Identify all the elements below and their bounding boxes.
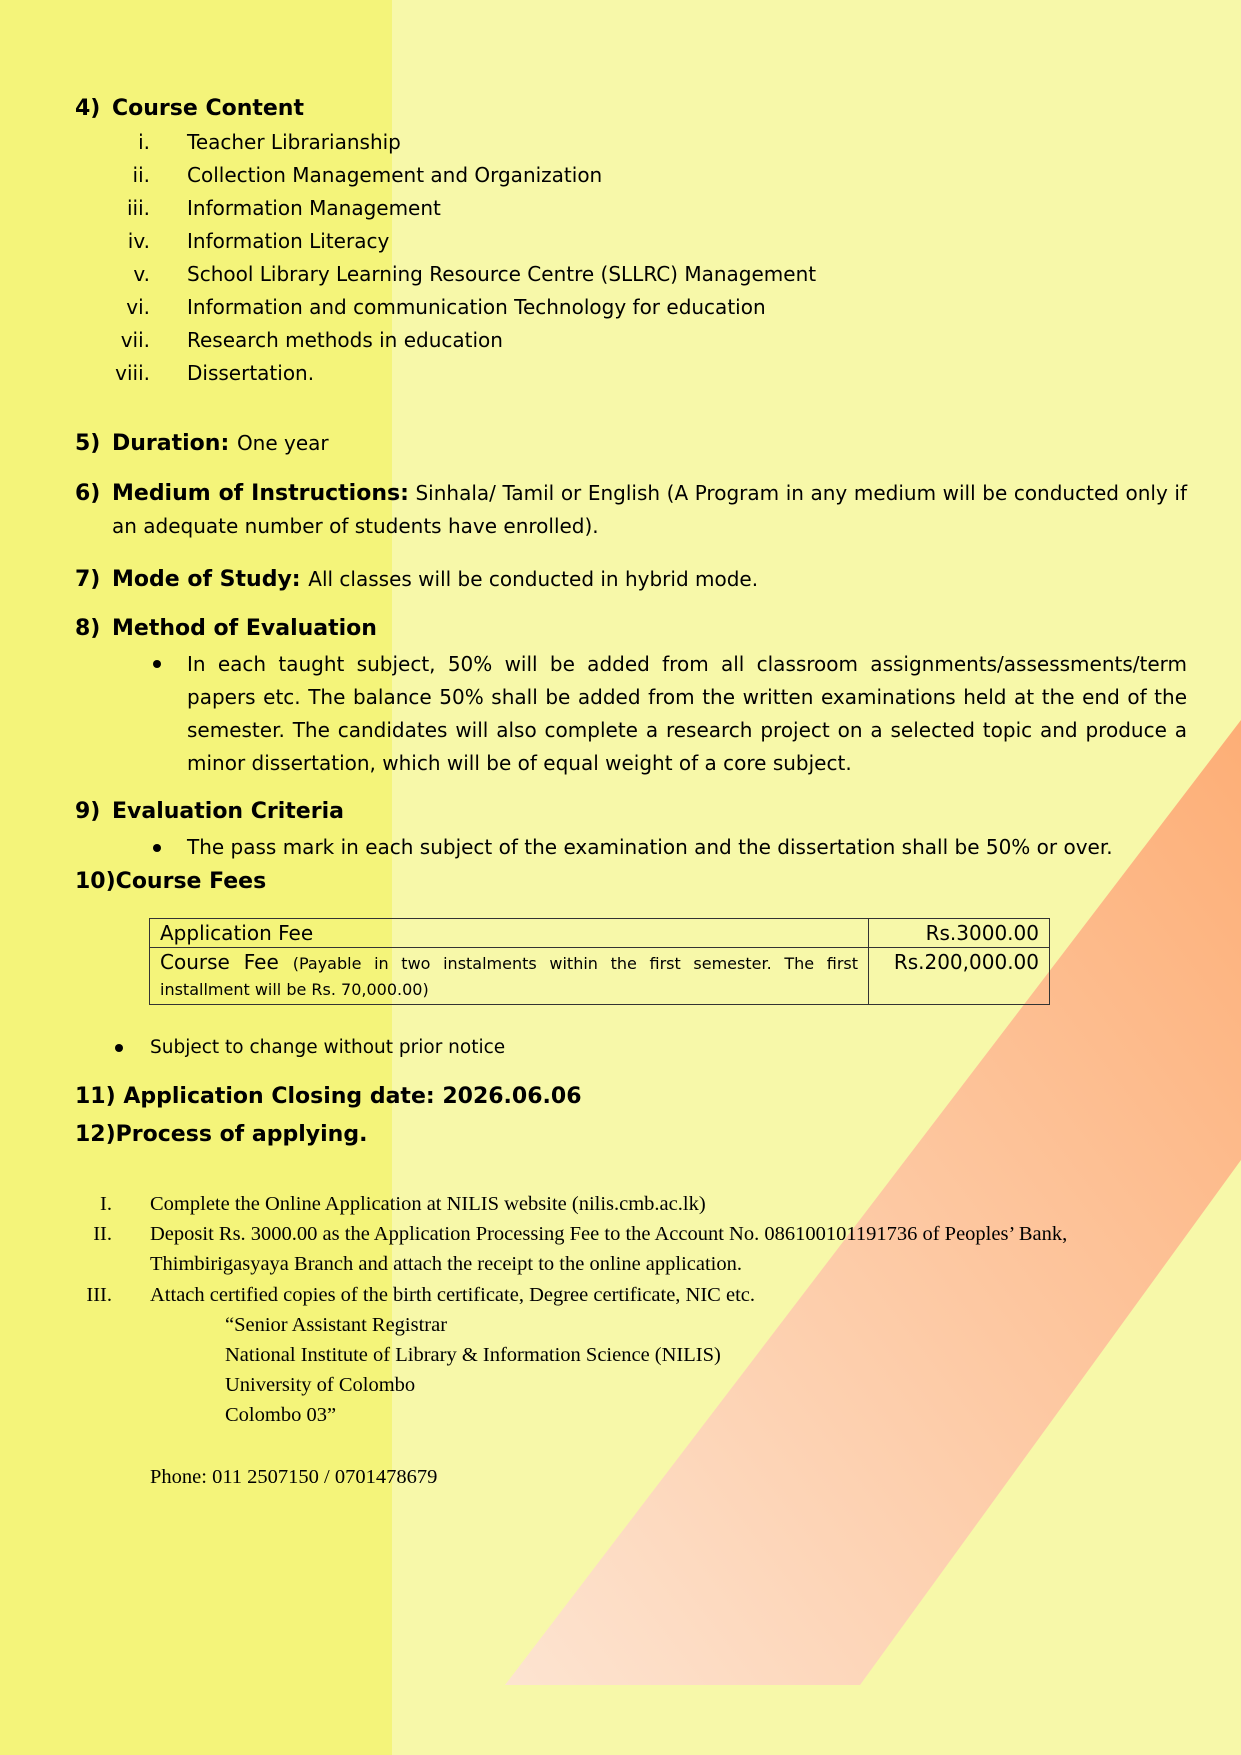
roman-numeral: i. [138, 130, 150, 154]
list-item [100, 226, 390, 256]
list-item-text: Information Literacy [187, 229, 390, 253]
phone-line: Phone: 011 2507150 / 0701478679 [150, 1466, 438, 1488]
list-item-text: Information Management [187, 196, 441, 220]
process-step-text: Attach certified copies of the birth certificate, Degree certificate, NIC etc. [150, 1284, 756, 1306]
bullet-icon [115, 1044, 123, 1052]
duration-label: Duration: [112, 431, 230, 456]
course-fees-heading [75, 867, 266, 897]
process-step-text: Deposit Rs. 3000.00 as the Application Processing Fee to the Account No. 086100101191736 of Peoples’ Bank, [150, 1223, 1068, 1245]
section-number: 7) [75, 567, 101, 592]
list-item-text: Collection Management and Organization [187, 163, 603, 187]
section-number: 12) [75, 1122, 116, 1147]
roman-numeral: II. [93, 1223, 112, 1245]
duration-line [75, 428, 329, 459]
duration-value: One year [236, 431, 329, 455]
section-number: 4) [75, 96, 101, 121]
section-number: 5) [75, 431, 101, 456]
list-item [100, 193, 441, 223]
address-line: University of Colombo [225, 1374, 416, 1396]
section-number: 9) [75, 799, 101, 824]
list-item [100, 292, 766, 322]
roman-numeral: viii. [115, 361, 150, 385]
fee-label-cell [150, 919, 869, 948]
fee-amount-cell: Rs.3000.00 [869, 919, 1050, 948]
list-item [100, 358, 315, 388]
roman-numeral: iii. [126, 196, 150, 220]
fee-label: Application Fee [160, 921, 314, 945]
list-item [100, 127, 401, 157]
fees-notice: Subject to change without prior notice [150, 1037, 506, 1058]
section-number: 6) [75, 481, 101, 506]
fee-amount-cell: Rs.200,000.00 [869, 948, 1050, 1005]
medium-value: Sinhala/ Tamil or English (A Program in any medium will be conducted only if an adequate number of students have enrolled). [112, 481, 1188, 538]
process-step-text: Thimbirigasyaya Branch and attach the receipt to the online application. [150, 1253, 743, 1275]
roman-numeral: v. [133, 262, 150, 286]
roman-numeral: III. [86, 1284, 112, 1306]
address-line: Colombo 03” [225, 1404, 337, 1426]
roman-numeral: iv. [127, 229, 150, 253]
evaluation-method-heading [75, 614, 377, 644]
section-number: 11) [75, 1084, 116, 1109]
section-title: Evaluation Criteria [112, 799, 344, 824]
evaluation-criteria-bullet: The pass mark in each subject of the examination and the dissertation shall be 50% or over. [187, 835, 1113, 859]
medium-paragraph [112, 477, 1187, 543]
list-item [100, 259, 817, 289]
mode-label: Mode of Study: [112, 567, 301, 592]
section-title: Method of Evaluation [112, 616, 377, 641]
bullet-icon [153, 844, 161, 852]
mode-line [75, 564, 758, 595]
roman-numeral: vii. [120, 328, 150, 352]
mode-value: All classes will be conducted in hybrid mode. [308, 567, 759, 591]
list-item-text: Dissertation. [187, 361, 315, 385]
fee-label: Course Fee [160, 950, 279, 974]
course-content-heading [75, 94, 304, 124]
process-heading [75, 1120, 367, 1150]
fee-label-cell [150, 948, 869, 1005]
roman-numeral: ii. [132, 163, 150, 187]
fee-note: (Payable in two instalments within the first semester. The first installment will be Rs. 70,000.00) [160, 954, 859, 999]
list-item [100, 160, 603, 190]
section-number: 8) [75, 616, 101, 641]
section-title: Process of applying. [115, 1122, 368, 1147]
table-row [150, 948, 1050, 1005]
process-step-text: Complete the Online Application at NILIS website (nilis.cmb.ac.lk) [150, 1193, 706, 1215]
evaluation-method-bullet: In each taught subject, 50% will be added from all classroom assignments/assessments/term papers etc. The balance 50% shall be added from the written examinations held at the end of the semester. The candidates will also complete a research project on a selected topic and produce a minor dissertation, which will be of equal weight of a core subject. [187, 652, 1187, 775]
section-title: Course Content [112, 96, 304, 121]
medium-number [75, 479, 112, 509]
section-title: Course Fees [115, 869, 267, 894]
list-item-text: Teacher Librarianship [187, 130, 401, 154]
list-item [100, 325, 503, 355]
address-line: National Institute of Library & Information Science (NILIS) [225, 1344, 721, 1366]
address-line: “Senior Assistant Registrar [225, 1314, 448, 1336]
list-item-text: School Library Learning Resource Centre (SLLRC) Management [187, 262, 817, 286]
roman-numeral: I. [100, 1193, 112, 1215]
medium-label: Medium of Instructions: [112, 481, 409, 506]
evaluation-criteria-heading [75, 797, 344, 827]
closing-date-text: Application Closing date: 2026.06.06 [123, 1084, 582, 1109]
table-row [150, 919, 1050, 948]
closing-date-heading [75, 1082, 582, 1112]
list-item-text: Information and communication Technology for education [187, 295, 766, 319]
section-number: 10) [75, 869, 116, 894]
roman-numeral: vi. [126, 295, 150, 319]
bullet-icon [153, 660, 161, 668]
course-fees-table [149, 918, 1050, 1005]
list-item-text: Research methods in education [187, 328, 503, 352]
